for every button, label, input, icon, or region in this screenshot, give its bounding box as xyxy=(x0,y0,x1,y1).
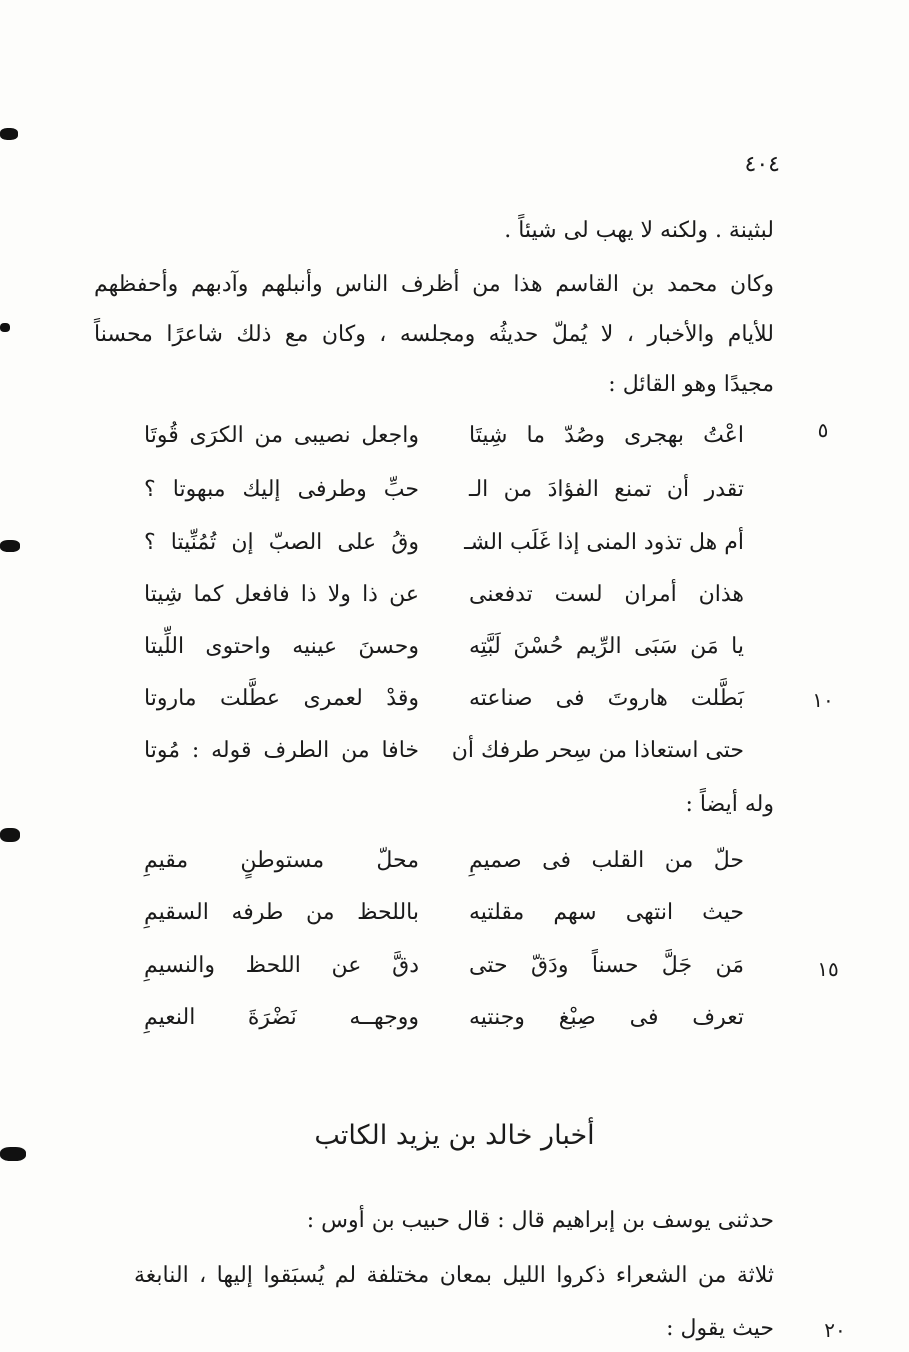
verse-hemistich-second: عن ذا ولا ذا فافعل كما شِيتا xyxy=(144,582,419,607)
verse-row xyxy=(134,477,774,511)
verse-hemistich-first: هذان أمران لست تدفعنى xyxy=(469,582,744,607)
verse-row xyxy=(134,634,774,668)
verse-hemistich-second: واجعل نصيبى من الكرَى قُوتَا xyxy=(144,423,419,448)
paragraph-line: وله أيضاً : xyxy=(685,792,774,817)
verse-hemistich-second: وحسنَ عينيه واحتوى اللِّيتا xyxy=(144,634,419,659)
paragraph-line: وكان محمد بن القاسم هذا من أظرف الناس وأنبلهم وآدبهم وأحفظهم xyxy=(94,272,774,297)
line-number: ١٠ xyxy=(812,688,834,712)
verse-row xyxy=(134,1005,774,1039)
line-number: ٥ xyxy=(817,418,829,442)
verse-row xyxy=(134,900,774,934)
scan-mark xyxy=(0,128,18,140)
verse-hemistich-second: خافا من الطرف قوله : مُوتا xyxy=(144,738,419,763)
verse-hemistich-second: باللحظ من طرفه السقيمِ xyxy=(144,900,419,925)
verse-hemistich-first: مَن جَلَّ حسناً ودَقّ حتى xyxy=(469,953,744,978)
scan-mark xyxy=(0,323,10,332)
verse-row xyxy=(134,530,774,564)
verse-hemistich-second: ووجهــه نَضْرَةَ النعيمِ xyxy=(144,1005,419,1030)
verse-row xyxy=(134,738,774,772)
verse-row xyxy=(134,953,774,987)
verse-hemistich-first: تقدر أن تمنع الفؤادَ من الـ xyxy=(469,477,744,502)
page-number: ٤٠٤ xyxy=(744,152,780,177)
verse-hemistich-first: حتى استعاذا من سِحر طرفك أن xyxy=(451,738,744,763)
verse-hemistich-second: محلّ مستوطنٍ مقيمِ xyxy=(144,848,419,873)
verse-row xyxy=(134,423,774,457)
verse-hemistich-first: بَطَّلت هاروتَ فى صناعته xyxy=(469,686,744,711)
verse-hemistich-first: اعْتُ بهجرى وصُدّ ما شِيتَا xyxy=(469,423,744,448)
verse-hemistich-first: أم هل تذود المنى إذا غَلَب الشـ xyxy=(464,530,744,555)
paragraph-line: للأيام والأخبار ، لا يُملّ حديثُه ومجلسه ، وكان مع ذلك شاعرًا محسناً xyxy=(94,322,774,347)
verse-hemistich-second: وقُ على الصبّ إن تُمُنِّيتا ؟ xyxy=(144,530,419,555)
line-number: ٢٠ xyxy=(824,1318,846,1342)
verse-row xyxy=(134,848,774,882)
verse-row xyxy=(134,686,774,720)
verse-hemistich-second: دقَّ عن اللحظ والنسيمِ xyxy=(144,953,419,978)
verse-hemistich-first: حلّ من القلب فى صميمِ xyxy=(469,848,744,873)
paragraph-line: ثلاثة من الشعراء ذكروا الليل بمعان مختلفة لم يُسبَقوا إليها ، النابغة xyxy=(134,1263,774,1288)
section-heading: أخبار خالد بن يزيد الكاتب xyxy=(314,1120,595,1151)
scan-mark xyxy=(0,540,20,552)
verse-hemistich-first: تعرف فى صِبْغ وجنتيه xyxy=(469,1005,744,1030)
verse-hemistich-first: حيث انتهى سهم مقلتيه xyxy=(469,900,744,925)
line-number: ١٥ xyxy=(817,957,839,981)
verse-row xyxy=(134,582,774,616)
verse-hemistich-second: حبِّ وطرفى إليك مبهوتا ؟ xyxy=(144,477,419,502)
paragraph-line: مجيدًا وهو القائل : xyxy=(608,372,774,397)
paragraph-line: حيث يقول : xyxy=(666,1316,774,1341)
scan-mark xyxy=(0,828,20,842)
paragraph-line: حدثنى يوسف بن إبراهيم قال : قال حبيب بن أوس : xyxy=(306,1208,774,1233)
verse-hemistich-first: يا مَن سَبَى الرِّيم حُسْنَ لَبَّتِه xyxy=(469,634,744,659)
paragraph-line: لبثينة . ولكنه لا يهب لى شيئاً . xyxy=(504,218,774,243)
verse-hemistich-second: وقدْ لعمرى عطَّلت ماروتا xyxy=(144,686,419,711)
